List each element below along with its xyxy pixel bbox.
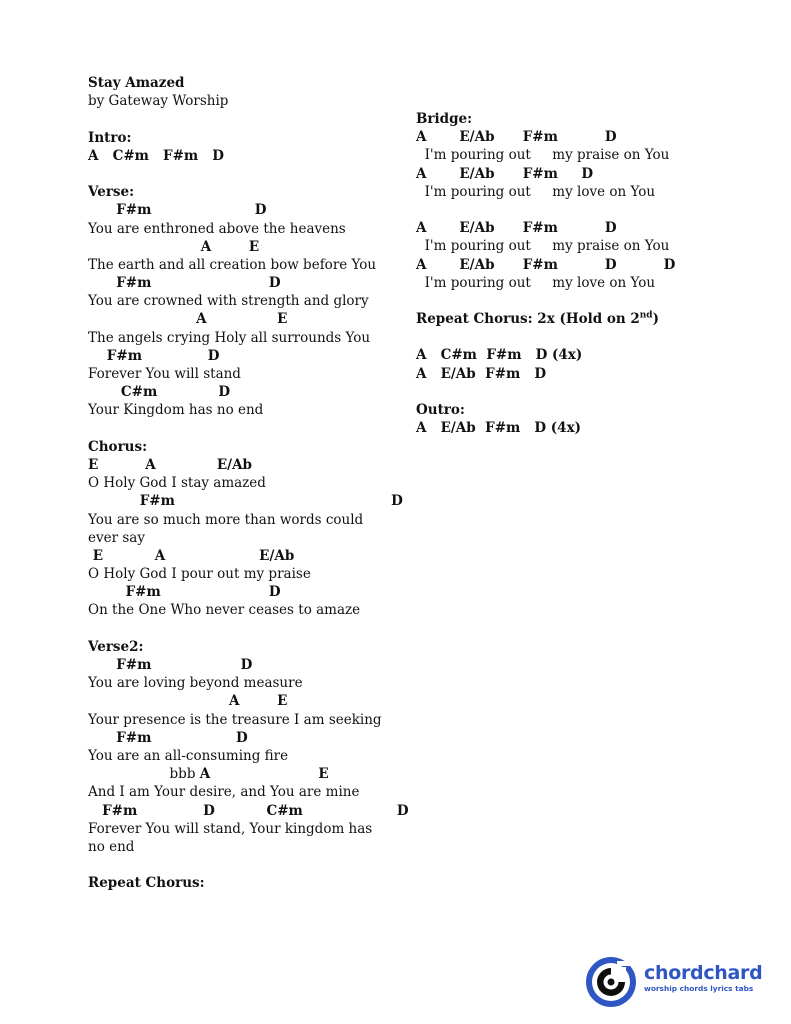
lyric-line: On the One Who never ceases to amaze xyxy=(88,602,361,619)
lyric-line: The earth and all creation bow before You xyxy=(88,256,377,273)
lyric-line: You are loving beyond measure xyxy=(88,675,303,692)
chord-line: F#m D xyxy=(88,729,248,746)
song-artist: by Gateway Worship xyxy=(88,93,229,110)
lyric-line: no end xyxy=(88,838,135,855)
lyric-line: O Holy God I pour out my praise xyxy=(88,566,311,583)
lyric-line: ever say xyxy=(88,529,145,546)
lyric-line: You are crowned with strength and glory xyxy=(88,293,369,310)
song-title: Stay Amazed xyxy=(88,75,185,91)
chord-group: A E xyxy=(199,766,329,783)
chordchard-logo[interactable] xyxy=(584,954,774,1010)
chord-line: F#m D xyxy=(88,493,403,510)
chord-prefix: bbb xyxy=(88,766,200,783)
logo-tagline: worship chords lyrics tabs xyxy=(644,984,754,993)
chord-line: A E/Ab F#m D D xyxy=(416,256,676,273)
chord-line: F#m D xyxy=(88,347,220,364)
lyric-line: I'm pouring out my praise on You xyxy=(416,147,670,164)
bridge-heading: Bridge: xyxy=(416,111,473,127)
verse2-heading: Verse2: xyxy=(88,638,144,655)
repeat-chorus-2x-text: Repeat Chorus: 2x (Hold on 2 xyxy=(416,311,640,328)
lyric-line: I'm pouring out my love on You xyxy=(416,274,656,291)
lyric-line: Your presence is the treasure I am seeking xyxy=(88,711,382,728)
lyric-line: And I am Your desire, and You are mine xyxy=(88,784,360,801)
lyric-line: I'm pouring out my praise on You xyxy=(416,238,670,255)
chord-line: A E/Ab F#m D xyxy=(416,165,594,182)
ordinal-suffix: nd xyxy=(639,310,653,321)
lyric-line: You are an all-consuming fire xyxy=(88,747,289,764)
chordchard-logo-icon xyxy=(584,955,638,1009)
chord-line: F#m D C#m D xyxy=(88,802,409,819)
chord-line: A E xyxy=(88,238,260,255)
chord-line: A E xyxy=(88,311,288,328)
lyric-line: O Holy God I stay amazed xyxy=(88,475,266,492)
chord-line: E A E/Ab xyxy=(88,456,252,473)
lyric-line: Forever You will stand xyxy=(88,366,241,382)
chord-line: F#m D xyxy=(88,584,281,601)
intro-heading: Intro: xyxy=(88,129,132,146)
intro-chords: A C#m F#m D xyxy=(88,147,225,164)
chord-line: A E xyxy=(88,693,288,710)
chord-line: F#m D xyxy=(88,275,281,292)
repeat-chorus-2x xyxy=(416,310,716,328)
chorus-heading: Chorus: xyxy=(88,438,148,455)
lyric-line: Forever You will stand, Your kingdom has xyxy=(88,820,373,837)
repeat-chorus: Repeat Chorus: xyxy=(88,875,205,892)
logo-brand: chordchard xyxy=(644,962,763,984)
outro-heading: Outro: xyxy=(416,402,465,418)
tag-chord-line: A E/Ab F#m D xyxy=(416,365,547,382)
lyric-line: You are enthroned above the heavens xyxy=(88,220,346,237)
chord-line: F#m D xyxy=(88,202,267,219)
tag-chord-line: A C#m F#m D (4x) xyxy=(416,347,583,364)
right-column xyxy=(416,110,716,437)
lyric-line: I'm pouring out my love on You xyxy=(416,183,656,200)
outro-chords: A E/Ab F#m D (4x) xyxy=(416,420,582,437)
lyric-line: The angels crying Holy all surrounds You xyxy=(88,329,371,346)
lyric-line: You are so much more than words could xyxy=(88,511,364,528)
chord-line: A E/Ab F#m D xyxy=(416,220,617,237)
chord-line: F#m D xyxy=(88,657,253,673)
verse1-heading: Verse: xyxy=(88,184,135,201)
logo-text xyxy=(644,962,762,993)
chord-line: A E/Ab F#m D xyxy=(416,129,617,146)
repeat-chorus-2x-close: ) xyxy=(652,311,659,328)
chord-line: C#m D xyxy=(88,384,231,401)
lyric-line: Your Kingdom has no end xyxy=(88,402,264,419)
chord-line: E A E/Ab xyxy=(88,547,295,564)
chord-line xyxy=(88,765,388,783)
left-column xyxy=(88,74,409,892)
